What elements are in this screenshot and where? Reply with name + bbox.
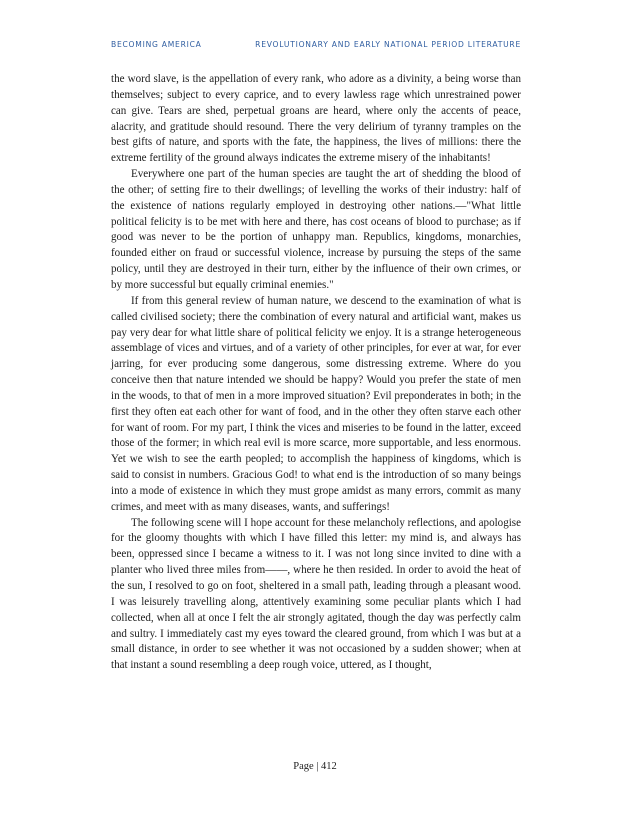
paragraph: the word slave, is the appellation of every rank, who adore as a divinity, a being worse than themselves; subject to every caprice, and to every lawless rage which unrestrained power can give. Tears are shed, perpetual groans are heard, where only the accents of peace, alacrity, and gratitude should resound. There the very delirium of tyranny tramples on the best gifts of nature, and sports with the fate, the happiness, the lives of millions: there the extreme fertility of the ground always indicates the extreme misery of the inhabitants! — [111, 73, 521, 165]
page-number: Page | 412 — [293, 761, 337, 772]
paragraph: Everywhere one part of the human species are taught the art of shedding the blood of the other; of setting fire to their dwellings; of levelling the works of their industry: half of the existence of nations regularly employed in destroying other nations.—"What little political felicity is to be met with here and there, has cost oceans of blood to purchase; as if good was never to be the portion of unhappy man. Republics, kingdoms, monarchies, founded either on fraud or successful violence, increase by pursuing the steps of the same policy, until they are destroyed in their turn, either by the influence of their own crimes, or by more successful but equally criminal enemies." — [111, 168, 521, 291]
paragraph: The following scene will I hope account for these melancholy reflections, and apologise for the gloomy thoughts with which I have filled this letter: my mind is, and always has been, oppressed since I became a witness to it. I was not long since invited to dine with a planter who lived three miles from——, where he then resided. In order to avoid the heat of the sun, I resolved to go on foot, sheltered in a small path, leading through a pleasant wood. I was leisurely travelling along, attentively examining some peculiar plants which I had collected, when all at once I felt the air strongly agitated, though the day was perfectly calm and sultry. I immediately cast my eyes toward the cleared ground, from which I was but at a small distance, in order to see whether it was not occasioned by a sudden shower; when at that instant a sound resembling a deep rough voice, uttered, as I thought, — [111, 516, 521, 672]
header-section-title: REVOLUTIONARY AND EARLY NATIONAL PERIOD LITERATURE — [255, 40, 521, 49]
page-body — [111, 72, 521, 674]
header-book-title: BECOMING AMERICA — [111, 40, 202, 49]
paragraph: If from this general review of human nature, we descend to the examination of what is called civilised society; there the combination of every natural and artificial want, makes us pay very dear for what little share of political felicity we enjoy. It is a strange heterogeneous assemblage of vices and virtues, and of a variety of other principles, for ever at war, for ever jarring, for ever producing some dangerous, some distressing extreme. Where do you conceive then that nature intended we should be happy? Would you prefer the state of men in the woods, to that of men in a more improved situation? Evil preponderates in both; in the first they often eat each other for want of food, and in the other they often starve each other for want of room. For my part, I think the vices and miseries to be found in the latter, exceed those of the former; in which real evil is more scarce, more supportable, and less enormous. Yet we wish to see the earth peopled; to accomplish the happiness of kingdoms, which is said to consist in numbers. Gracious God! to what end is the introduction of so many beings into a mode of existence in which they must grope amidst as many errors, commit as many crimes, and meet with as many diseases, wants, and sufferings! — [111, 294, 521, 513]
page-footer — [0, 761, 630, 772]
running-header — [111, 40, 521, 49]
